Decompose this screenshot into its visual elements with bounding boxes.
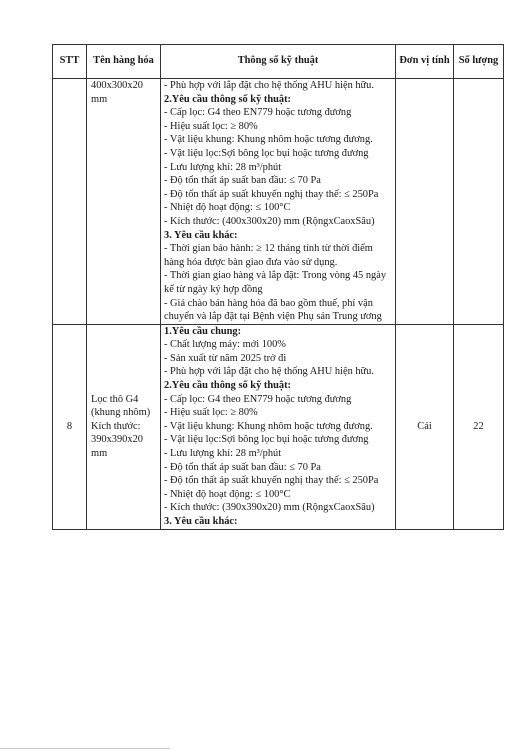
- spec-line: - Nhiệt độ hoạt động: ≤ 100°C: [164, 202, 291, 214]
- spec-line: - Lưu lượng khí: 28 m³/phút: [164, 161, 282, 173]
- header-spec: Thông số kỹ thuật: [161, 45, 396, 79]
- spec-line: - Cấp lọc: G4 theo EN779 hoặc tương đương: [164, 107, 352, 119]
- item-name-cell: 400x300x20 mm: [87, 79, 161, 325]
- spec-line: - Vật liệu khung: Khung nhôm hoặc tương đương.: [164, 134, 373, 146]
- spec-heading: 3. Yêu cầu khác:: [164, 229, 238, 241]
- spec-line: - Phù hợp với lắp đặt cho hệ thống AHU hiện hữu.: [164, 366, 374, 378]
- spec-line: - Hiệu suất lọc: ≥ 80%: [164, 407, 258, 419]
- spec-line: - Chất lượng máy: mới 100%: [164, 339, 286, 351]
- spec-line: - Lưu lượng khí: 28 m³/phút: [164, 448, 282, 460]
- spec-line: - Nhiệt độ hoạt động: ≤ 100°C: [164, 488, 291, 500]
- spec-line: - Sản xuất từ năm 2025 trở đi: [164, 352, 287, 364]
- spec-line: - Cấp lọc: G4 theo EN779 hoặc tương đương: [164, 393, 352, 405]
- table-row: [53, 79, 504, 325]
- qty-cell: 22: [454, 324, 504, 529]
- header-stt: STT: [53, 45, 87, 79]
- header-name: Tên hàng hóa: [87, 45, 161, 79]
- spec-line: - Thời gian bảo hành: ≥ 12 tháng tính từ thời điểm hàng hóa được bàn giao đưa vào sử dụng.: [164, 243, 373, 268]
- spec-line: - Độ tổn thất áp suất ban đầu: ≤ 70 Pa: [164, 175, 321, 187]
- spec-line: - Độ tổn thất áp suất ban đầu: ≤ 70 Pa: [164, 461, 321, 473]
- spec-line: - Thời gian giao hàng và lắp đặt: Trong vòng 45 ngày kể từ ngày ký hợp đồng: [164, 270, 387, 295]
- spec-heading: 2.Yêu cầu thông số kỹ thuật:: [164, 93, 292, 105]
- spec-line: - Hiệu suất lọc: ≥ 80%: [164, 120, 258, 132]
- spec-line: - Độ tổn thất áp suất khuyến nghị thay thế: ≤ 250Pa: [164, 475, 379, 487]
- unit-cell: [396, 79, 454, 325]
- spec-line: - Giá chào bán hàng hóa đã bao gồm thuế, phí vận chuyển và lắp đặt tại Bệnh viện Phụ sản Trung ương: [164, 297, 382, 323]
- item-name-cell: Lọc thô G4 (khung nhôm) Kích thước: 390x390x20 mm: [87, 324, 161, 529]
- spec-line: - Vật liệu lọc:Sợi bông lọc bụi hoặc tương đương: [164, 147, 369, 159]
- spec-cell: [161, 324, 396, 529]
- spec-line: - Vật liệu khung: Khung nhôm hoặc tương đương.: [164, 420, 373, 432]
- table-row: [53, 324, 504, 529]
- header-unit: Đơn vị tính: [396, 45, 454, 79]
- spec-line: - Kích thước: (400x300x20) mm (RộngxCaoxSâu): [164, 215, 375, 227]
- spec-heading: 3. Yêu cầu khác:: [164, 516, 238, 527]
- spec-heading: 1.Yêu cầu chung:: [164, 325, 242, 337]
- spec-heading: 2.Yêu cầu thông số kỹ thuật:: [164, 380, 292, 392]
- spec-line: - Phù hợp với lắp đặt cho hệ thống AHU hiện hữu.: [164, 80, 374, 91]
- header-row: [53, 45, 504, 79]
- spec-cell: [161, 79, 396, 325]
- stt-cell: 8: [53, 324, 87, 529]
- page-footer-rule: [0, 748, 170, 749]
- qty-cell: [454, 79, 504, 325]
- spec-line: - Vật liệu lọc:Sợi bông lọc bụi hoặc tương đương: [164, 434, 369, 446]
- spec-table: [52, 44, 504, 530]
- header-qty: Số lượng: [454, 45, 504, 79]
- unit-cell: Cái: [396, 324, 454, 529]
- spec-line: - Độ tổn thất áp suất khuyến nghị thay thế: ≤ 250Pa: [164, 188, 379, 200]
- stt-cell: [53, 79, 87, 325]
- spec-line: - Kích thước: (390x390x20) mm (RộngxCaoxSâu): [164, 502, 375, 514]
